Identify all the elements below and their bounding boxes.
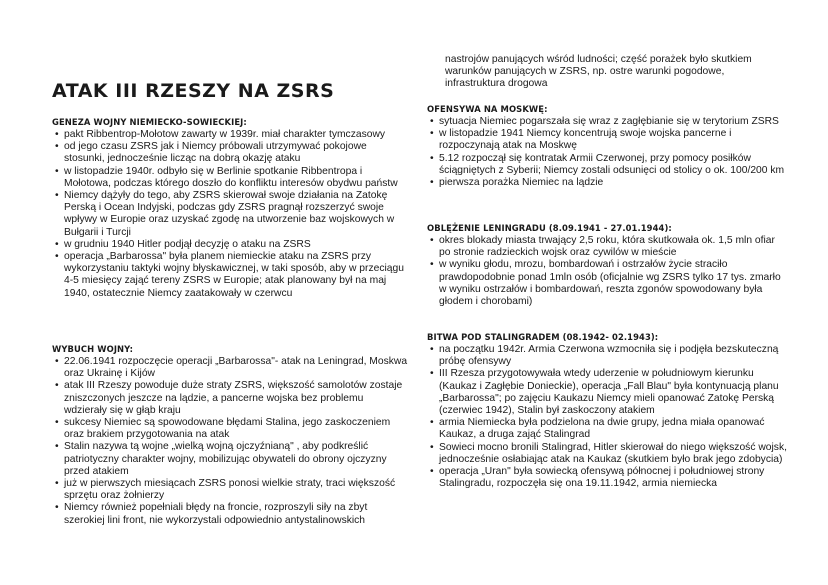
list-item: • pierwsza porażka Niemiec na lądzie bbox=[427, 177, 787, 189]
list-item: • Niemcy dążyły do tego, aby ZSRS skierował swoje działania na Zatokę Perską i Ocean Indyjski, podczas gdy ZSRS pragnął rozszerzyć swoje wpływy w Europie oraz uzyskać zgodę na utworzenie baz wojskowych w Bułgarii i Turcji bbox=[52, 190, 408, 239]
section-heading: WYBUCH WOJNY: bbox=[52, 344, 134, 354]
list-item: • operacja „Uran" była sowiecką ofensywą północnej i południowej strony Stalingradu, rozpoczęła się ona 19.11.1942, armia niemiecka bbox=[427, 466, 787, 490]
page-title: ATAK III RZESZY NA ZSRS bbox=[52, 80, 335, 102]
list-item: • 5.12 rozpoczął się kontratak Armii Czerwonej, przy pomocy posiłków ściągniętych z Syberii; Niemcy zostali odsunięci od stolicy o ok. 100/200 km bbox=[427, 153, 787, 177]
section-wybuch bbox=[52, 344, 408, 527]
list-item: • na początku 1942r. Armia Czerwona wzmocniła się i podjęła bezskuteczną próbę ofensywy bbox=[427, 344, 787, 368]
list-item: • okres blokady miasta trwający 2,5 roku, która skutkowała ok. 1,5 mln ofiar po stronie radzieckich wojsk oraz cywilów w mieście bbox=[427, 235, 787, 259]
list-item: • III Rzesza przygotowywała wtedy uderzenie w południowym kierunku (Kaukaz i Zagłębie Donieckie), operacja „Fall Blau" była kontynuacją planu „Barbarossa"; po zajęciu Kaukazu Niemcy mieli opanować Zatokę Perską (czerwiec 1942), Stalin był zaskoczony atakiem bbox=[427, 368, 787, 417]
list-item: • w wyniku głodu, mrozu, bombardowań i ostrzałów życie straciło prawdopodobnie ponad 1mln osób (oficjalnie wg ZSRS tylko 17 tys. zmarło w wyniku ostrzałów i bombardowań, reszta zgonów spowodowany była głodem i chorobami) bbox=[427, 259, 787, 308]
bullet-list bbox=[427, 116, 787, 189]
list-item: • operacja „Barbarossa" była planem niemieckie ataku na ZSRS przy wykorzystaniu taktyki wojny błyskawicznej, w taki sposób, aby w przeciągu 4-5 miesięcy zająć tereny ZSRS w Europie; atak planowany był na maj 1940, ostatecznie Niemcy zaatakowały w czerwcu bbox=[52, 251, 408, 300]
list-item: • w grudniu 1940 Hitler podjął decyzję o ataku na ZSRS bbox=[52, 239, 408, 251]
section-geneza bbox=[52, 117, 408, 300]
list-item: • od jego czasu ZSRS jak i Niemcy próbowali utrzymywać pokojowe stosunki, jednocześnie licząc na dobrą okazję ataku bbox=[52, 141, 408, 165]
section-heading: OBLĘŻENIE LENINGRADU (8.09.1941 - 27.01.1944): bbox=[427, 223, 672, 233]
list-item: • Stalin nazywa tą wojne „wielką wojną ojczyźnianą" , aby podkreślić patriotyczny charakter wojny, mobilizując obywateli do obrony ojczyzny przed atakiem bbox=[52, 441, 408, 478]
list-item: • sytuacja Niemiec pogarszała się wraz z zagłębianie się w terytorium ZSRS bbox=[427, 116, 787, 128]
bullet-list bbox=[52, 129, 408, 300]
bullet-list bbox=[427, 344, 787, 490]
bullet-list bbox=[427, 235, 787, 308]
section-heading: BITWA POD STALINGRADEM (08.1942- 02.1943): bbox=[427, 332, 659, 342]
list-item: • w listopadzie 1941 Niemcy koncentrują swoje wojska pancerne i rozpoczynają atak na Moskwę bbox=[427, 128, 787, 152]
section-leningrad bbox=[427, 223, 787, 308]
list-item: • już w pierwszych miesiącach ZSRS ponosi wielkie straty, traci większość sprzętu oraz żołnierzy bbox=[52, 478, 408, 502]
list-item: • Niemcy również popełniali błędy na froncie, rozproszyli siły na zbyt szerokiej lini front, nie wykorzystali odpowiednio antystalinowskich bbox=[52, 502, 408, 526]
section-heading: GENEZA WOJNY NIEMIECKO-SOWIECKIEJ: bbox=[52, 117, 247, 127]
section-ofensywa bbox=[427, 104, 787, 189]
list-item: • sukcesy Niemiec są spowodowane błędami Stalina, jego zaskoczeniem oraz brakiem przygotowania na atak bbox=[52, 417, 408, 441]
list-item: • w listopadzie 1940r. odbyło się w Berlinie spotkanie Ribbentropa i Mołotowa, podczas którego doszło do konfliktu interesów obydwu państw bbox=[52, 166, 408, 190]
list-item: • armia Niemiecka była podzielona na dwie grupy, jedna miała opanować Kaukaz, a druga zająć Stalingrad bbox=[427, 417, 787, 441]
section-stalingrad bbox=[427, 332, 787, 490]
list-item: • atak III Rzeszy powoduje duże straty ZSRS, większość samolotów zostaje zniszczonych jeszcze na lądzie, a pancerne wojska bez problemu wdzierały się w głąb kraju bbox=[52, 380, 408, 417]
continuation-text: nastrojów panujących wśród ludności; część porażek było skutkiem warunków panujących w ZSRS, np. ostre warunki pogodowe, infrastruktura drogowa bbox=[445, 54, 752, 90]
list-item: • pakt Ribbentrop-Mołotow zawarty w 1939r. miał charakter tymczasowy bbox=[52, 129, 408, 141]
list-item: • 22.06.1941 rozpoczęcie operacji „Barbarossa"- atak na Leningrad, Moskwa oraz Ukrainę i Kijów bbox=[52, 356, 408, 380]
list-item: • Sowieci mocno bronili Stalingrad, Hitler skierował do niego większość wojsk, jednocześnie osłabiając atak na Kaukaz (skutkiem było brak jego zdobycia) bbox=[427, 442, 787, 466]
bullet-list bbox=[52, 356, 408, 527]
section-heading: OFENSYWA NA MOSKWĘ: bbox=[427, 104, 548, 114]
